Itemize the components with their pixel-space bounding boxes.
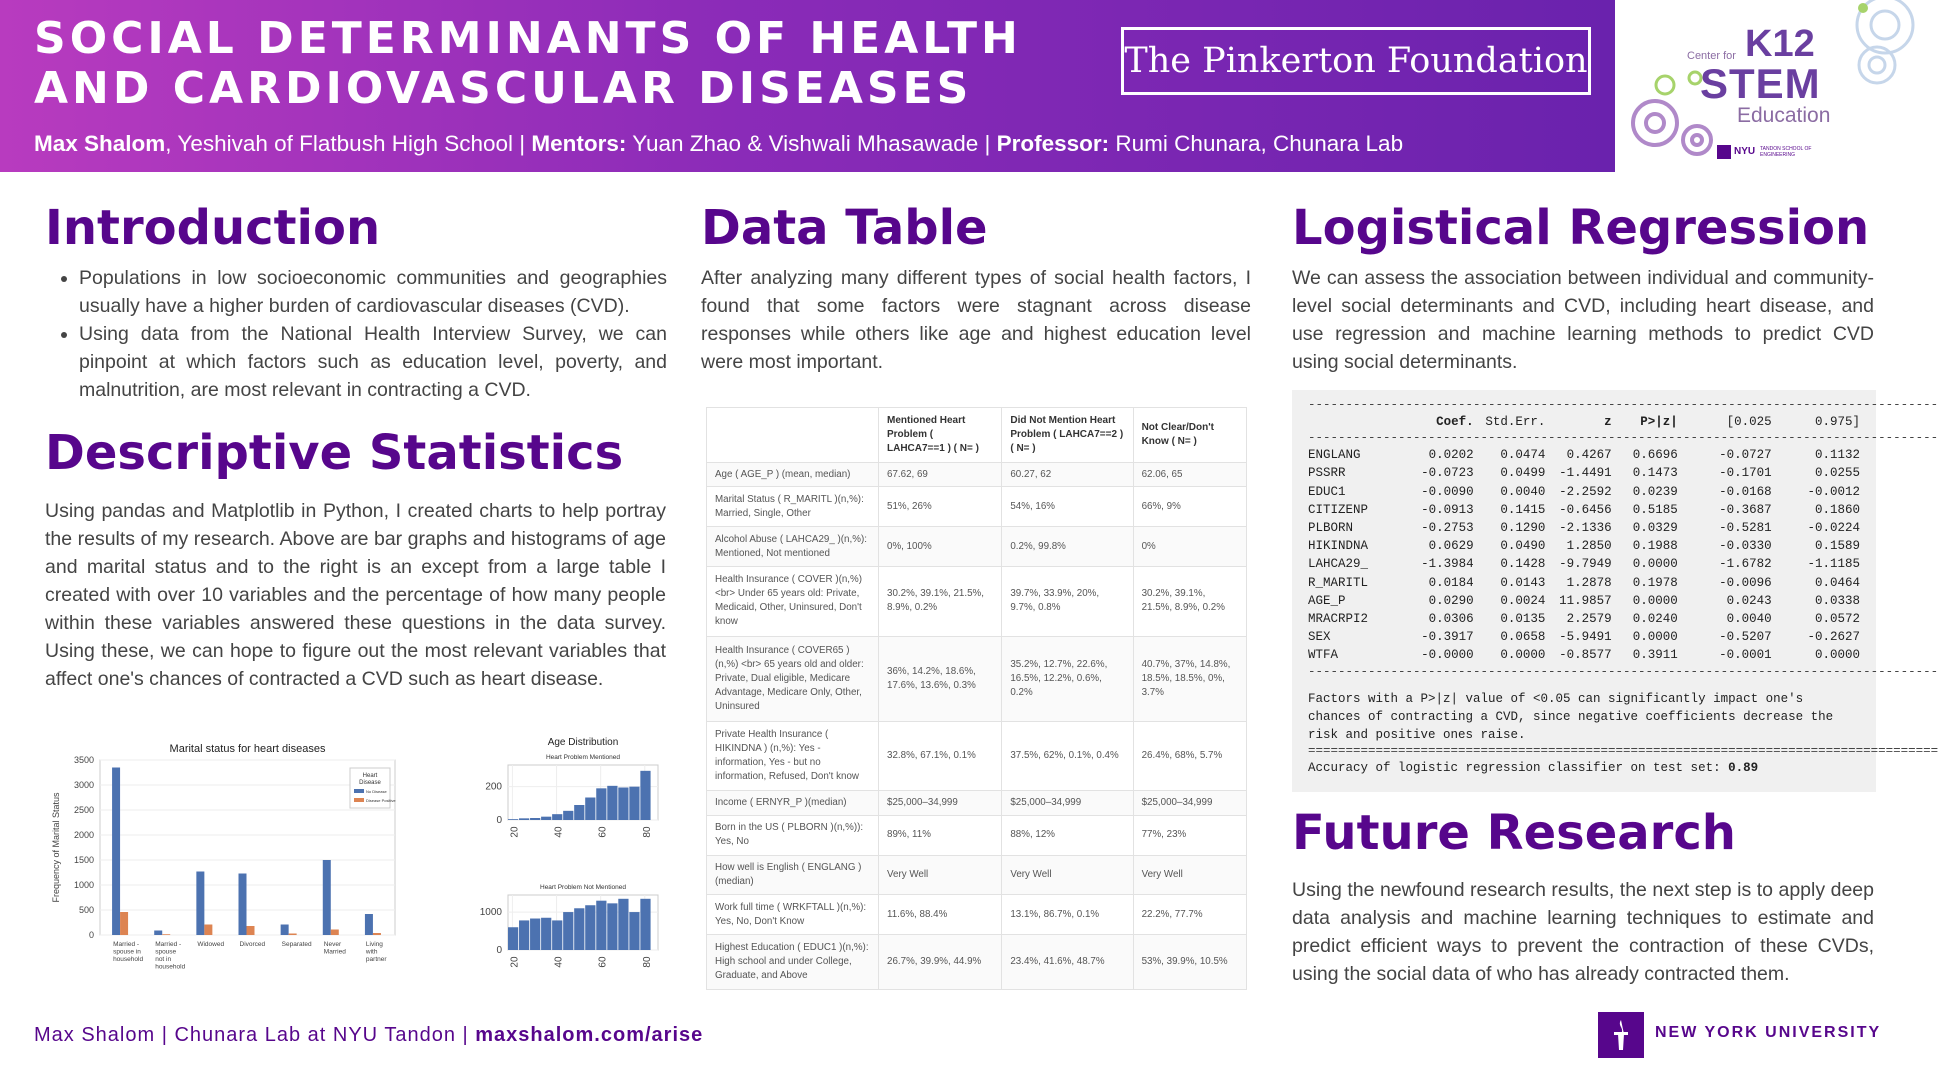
- regression-cell: 0.0239: [1632, 484, 1678, 499]
- table-cell: Work full time ( WRKFTALL )(n,%): Yes, No, Don't Know: [707, 895, 879, 935]
- regression-cell: -0.0913: [1421, 502, 1474, 517]
- regression-cell: -0.6456: [1559, 502, 1612, 517]
- regression-cell: -0.1701: [1719, 466, 1772, 481]
- regression-text: We can assess the association between individual and community-level social determinants and CVD, including heart disease, and use regression and machine learning methods to predict CVD using social determinants.: [1292, 267, 1874, 373]
- table-row: [707, 855, 1247, 895]
- histogram-bar: [563, 912, 573, 950]
- table-cell: 32.8%, 67.1%, 0.1%: [879, 721, 1002, 791]
- histogram-bar: [574, 908, 584, 950]
- table-cell: 51%, 26%: [879, 487, 1002, 527]
- regression-row: [1308, 519, 1860, 537]
- regression-cell: -1.4491: [1559, 466, 1612, 481]
- table-cell: 0%: [1133, 527, 1246, 567]
- dash-rule: ------------------------------------------------------------------------------------: [1308, 664, 1938, 679]
- regression-cell: 0.1428: [1500, 557, 1546, 572]
- regression-cell: -0.0001: [1719, 648, 1772, 663]
- histogram-bar: [618, 788, 628, 821]
- poster-title: SOCIAL DETERMINANTS OF HEALTH AND CARDIOVASCULAR DISEASES: [34, 13, 1022, 114]
- descriptive-text: Using pandas and Matplotlib in Python, I created charts to help portray the results of my research. Above are bar graphs and histograms of age and marital status and to the right is an except from a large table I created with over 10 variables and the percentage of how many people within these variables answered these questions in the data survey. Using these, we can hope to figure out the most relevant variables that affect one's chances of contracted a CVD such as heart disease.: [45, 500, 666, 690]
- chart-title: Age Distribution: [547, 737, 619, 748]
- table-cell: Very Well: [1133, 855, 1246, 895]
- regression-cell: 0.0464: [1814, 575, 1860, 590]
- histogram-bar: [563, 811, 573, 820]
- regression-cell: 2.2579: [1566, 612, 1612, 627]
- nyu-wordmark: NEW YORK UNIVERSITY: [1655, 1024, 1882, 1041]
- legend-title: Heart: [362, 773, 378, 779]
- regression-row: [1308, 574, 1860, 592]
- nyu-torch-logo: [1598, 1012, 1644, 1058]
- x-tick-label: Widowed: [197, 941, 225, 948]
- regression-cell: -0.0000: [1421, 648, 1474, 663]
- regression-cell: 11.9857: [1559, 593, 1612, 608]
- legend-label: No Disease: [366, 789, 387, 794]
- table-cell: 66%, 9%: [1133, 487, 1246, 527]
- table-row: [707, 462, 1247, 487]
- y-tick-label: 1000: [479, 907, 502, 919]
- x-tick-label: 80: [641, 956, 653, 968]
- histogram-bar: [552, 814, 562, 820]
- table-row: [707, 636, 1247, 721]
- regression-cell: 0.4267: [1566, 448, 1612, 463]
- data-table-text: After analyzing many different types of social health factors, I found that some factors were stagnant across disease responses while others like age and highest education level were most important.: [701, 267, 1251, 373]
- table-cell: Health Insurance ( COVER65 )(n,%) <br> 65 years old and older: Private, Dual eligible, Medicare Advantage, Medicare Only, Other, Uninsured: [707, 636, 879, 721]
- x-tick-label: 20: [509, 826, 521, 838]
- histogram-bar: [552, 920, 562, 950]
- regression-cell: -0.0727: [1719, 448, 1772, 463]
- mentors-label: Mentors:: [531, 131, 627, 156]
- regression-note: Factors with a P>|z| value of <0.05 can significantly impact one's chances of contracting a CVD, since negative coefficients decrease the risk and positive ones raise.: [1308, 691, 1834, 742]
- regression-cell: 0.0499: [1500, 466, 1546, 481]
- table-row: [707, 791, 1247, 816]
- regression-cell: 0.0306: [1428, 612, 1474, 627]
- regression-cell: MRACRPI2: [1308, 612, 1369, 627]
- regression-cell: 0.0024: [1500, 593, 1546, 608]
- histogram-bar: [585, 798, 595, 821]
- bar-disease-positive: [120, 912, 128, 935]
- table-cell: Very Well: [879, 855, 1002, 895]
- histogram-bar: [596, 901, 606, 950]
- regression-cell: 0.0135: [1500, 612, 1546, 627]
- regression-row: [1308, 610, 1860, 628]
- author-name: Max Shalom: [34, 131, 166, 156]
- table-cell: 53%, 39.9%, 10.5%: [1133, 935, 1246, 990]
- bar-no-disease: [365, 914, 373, 935]
- regression-cell: 0.1290: [1500, 521, 1546, 536]
- table-cell: 89%, 11%: [879, 815, 1002, 855]
- bar-no-disease: [154, 931, 162, 936]
- introduction-heading: Introduction: [45, 200, 381, 256]
- professor: Rumi Chunara, Chunara Lab: [1109, 131, 1404, 156]
- regression-cell: 0.0202: [1428, 448, 1474, 463]
- table-cell: Very Well: [1002, 855, 1133, 895]
- table-cell: 30.2%, 39.1%, 21.5%, 8.9%, 0.2%: [879, 566, 1002, 636]
- y-tick-label: 2000: [73, 830, 94, 840]
- stem-tandon-text: TANDON SCHOOL OF ENGINEERING: [1760, 146, 1812, 158]
- eq-rule: ====================================================================================: [1308, 743, 1938, 758]
- y-tick-label: 0: [88, 930, 94, 940]
- regression-cell: -9.7949: [1559, 557, 1612, 572]
- data-table-heading: Data Table: [701, 200, 988, 256]
- table-cell: Age ( AGE_P ) (mean, median): [707, 462, 879, 487]
- stem-education-text: Education: [1737, 104, 1831, 127]
- k12-stem-logo: [1615, 0, 1920, 172]
- regression-cell: 0.0143: [1500, 575, 1546, 590]
- x-tick-label: 40: [553, 956, 565, 968]
- footer: [34, 1024, 703, 1047]
- regression-cell: 0.0000: [1500, 648, 1546, 663]
- stem-nyu-text: NYU: [1734, 146, 1756, 157]
- histogram-bar: [519, 920, 529, 950]
- histogram-bar: [607, 903, 617, 950]
- x-tick-label: Divorced: [239, 941, 266, 948]
- x-tick-label: 40: [553, 826, 565, 838]
- regression-cell: 0.3911: [1632, 648, 1678, 663]
- regression-cell: 0.0240: [1632, 612, 1678, 627]
- y-tick-label: 1500: [73, 855, 94, 865]
- table-cell: $25,000–34,999: [1133, 791, 1246, 816]
- regression-cell: 0.0040: [1726, 612, 1772, 627]
- legend-swatch: [354, 789, 364, 793]
- legend-swatch: [354, 798, 364, 802]
- descriptive-heading: Descriptive Statistics: [45, 425, 624, 481]
- y-tick-label: 500: [78, 905, 94, 915]
- regression-cell: 1.2850: [1566, 539, 1612, 554]
- regression-cell: -0.2627: [1807, 630, 1860, 645]
- bar-no-disease: [112, 768, 120, 936]
- chart-subtitle: Heart Problem Mentioned: [545, 754, 621, 761]
- table-cell: 39.7%, 33.9%, 20%, 9.7%, 0.8%: [1002, 566, 1133, 636]
- regression-header-cell: Coef.: [1436, 415, 1474, 429]
- regression-cell: 0.0338: [1814, 593, 1860, 608]
- table-cell: 11.6%, 88.4%: [879, 895, 1002, 935]
- table-header-cell: Not Clear/Don't Know ( N= ): [1133, 408, 1246, 463]
- regression-cell: 0.0000: [1632, 557, 1678, 572]
- table-header-cell: Mentioned Heart Problem ( LAHCA7==1 ) ( N= ): [879, 408, 1002, 463]
- regression-header-cell: P>|z|: [1640, 415, 1678, 429]
- table-cell: 22.2%, 77.7%: [1133, 895, 1246, 935]
- table-cell: Highest Education ( EDUC1 )(n,%): High school and under College, Graduate, and Above: [707, 935, 879, 990]
- regression-cell: 0.1589: [1814, 539, 1860, 554]
- table-cell: 0.2%, 99.8%: [1002, 527, 1133, 567]
- regression-cell: 0.0474: [1500, 448, 1546, 463]
- mentors: Yuan Zhao & Vishwali Mhasawade |: [626, 131, 997, 156]
- x-tick-label: Married -spouse not in household: [155, 941, 186, 971]
- future-text: Using the newfound research results, the next step is to apply deep data analysis and machine learning techniques to estimate and predict efficient ways to prevent the contraction of these CVDs, using the social data of who has already contracted them.: [1292, 879, 1874, 985]
- regression-cell: WTFA: [1308, 648, 1339, 663]
- legend-title: Disease: [359, 780, 381, 786]
- regression-cell: -2.2592: [1559, 484, 1612, 499]
- y-tick-label: 0: [496, 945, 502, 956]
- regression-cell: 0.0629: [1428, 539, 1474, 554]
- table-cell: 40.7%, 37%, 14.8%, 18.5%, 18.5%, 0%, 3.7%: [1133, 636, 1246, 721]
- regression-cell: -0.3917: [1421, 630, 1474, 645]
- regression-header-cell: Std.Err.: [1485, 415, 1546, 429]
- table-cell: 0%, 100%: [879, 527, 1002, 567]
- regression-cell: -0.0012: [1807, 484, 1860, 499]
- x-tick-label: 60: [597, 956, 609, 968]
- table-cell: 30.2%, 39.1%, 21.5%, 8.9%, 0.2%: [1133, 566, 1246, 636]
- age-distribution-mentioned-chart: [470, 735, 675, 865]
- regression-cell: AGE_P: [1308, 593, 1346, 608]
- histogram-bar: [519, 818, 529, 820]
- regression-cell: 0.1132: [1814, 448, 1860, 463]
- age-distribution-not-mentioned-chart: [470, 880, 675, 990]
- y-tick-label: 1000: [73, 880, 94, 890]
- regression-cell: R_MARITL: [1308, 575, 1369, 590]
- regression-cell: 0.0000: [1632, 593, 1678, 608]
- header-banner: [0, 0, 1615, 172]
- table-cell: 26.4%, 68%, 5.7%: [1133, 721, 1246, 791]
- table-header-cell: [707, 408, 879, 463]
- y-tick-label: 0: [496, 815, 502, 826]
- regression-output: [1292, 390, 1938, 792]
- regression-cell: 0.0658: [1500, 630, 1546, 645]
- regression-header-cell: [0.025: [1726, 415, 1772, 429]
- y-axis-label: Frequency of Marital Status: [51, 792, 61, 903]
- histogram-bar: [508, 927, 518, 950]
- regression-cell: HIKINDNA: [1308, 539, 1369, 554]
- regression-cell: -1.1185: [1807, 557, 1860, 572]
- table-cell: 36%, 14.2%, 18.6%, 17.6%, 13.6%, 0.3%: [879, 636, 1002, 721]
- regression-cell: -0.3687: [1719, 502, 1772, 517]
- table-cell: 13.1%, 86.7%, 0.1%: [1002, 895, 1133, 935]
- regression-cell: -5.9491: [1559, 630, 1612, 645]
- regression-row: [1308, 628, 1860, 646]
- histogram-bar: [508, 819, 518, 820]
- regression-header-cell: 0.975]: [1814, 415, 1860, 429]
- bar-no-disease: [281, 925, 289, 936]
- regression-cell: 0.0000: [1814, 648, 1860, 663]
- intro-bullet: • Using data from the National Health Interview Survey, we can pinpoint at which factors such as education level, poverty, and malnutrition, are most relevant in contracting a CVD.: [79, 320, 667, 404]
- regression-cell: PLBORN: [1308, 521, 1354, 536]
- table-row: [707, 895, 1247, 935]
- x-tick-label: Married -spouse in household: [113, 941, 144, 963]
- dash-rule: ------------------------------------------------------------------------------------: [1308, 398, 1938, 412]
- regression-row: [1308, 555, 1860, 573]
- regression-header: [1308, 413, 1860, 431]
- x-tick-label: Separated: [281, 941, 312, 948]
- regression-cell: -0.0330: [1719, 539, 1772, 554]
- author-school: , Yeshivah of Flatbush High School |: [165, 131, 532, 156]
- regression-cell: -0.0723: [1421, 466, 1474, 481]
- dash-rule: ------------------------------------------------------------------------------------: [1308, 431, 1938, 446]
- table-cell: 67.62, 69: [879, 462, 1002, 487]
- histogram-bar: [607, 786, 617, 820]
- histogram-bar: [530, 818, 540, 820]
- table-cell: 54%, 16%: [1002, 487, 1133, 527]
- table-cell: Born in the US ( PLBORN )(n,%)): Yes, No: [707, 815, 879, 855]
- x-tick-label: Living with partner: [365, 941, 387, 963]
- regression-cell: ENGLANG: [1308, 448, 1361, 463]
- x-tick-label: Never Married: [323, 941, 346, 956]
- table-cell: Income ( ERNYR_P )(median): [707, 791, 879, 816]
- regression-cell: 0.0000: [1632, 630, 1678, 645]
- regression-row: [1308, 646, 1860, 664]
- pinkerton-logo: The Pinkerton Foundation: [1121, 27, 1591, 95]
- bar-disease-positive: [289, 934, 297, 936]
- histogram-bar: [530, 919, 540, 950]
- regression-cell: PSSRR: [1308, 466, 1346, 481]
- regression-cell: -0.0224: [1807, 521, 1860, 536]
- table-row: [707, 566, 1247, 636]
- table-cell: $25,000–34,999: [1002, 791, 1133, 816]
- regression-table: [1308, 446, 1860, 664]
- bar-disease-positive: [373, 933, 381, 935]
- regression-cell: 0.6696: [1632, 448, 1678, 463]
- histogram-bar: [629, 912, 639, 950]
- table-cell: 77%, 23%: [1133, 815, 1246, 855]
- regression-cell: 0.0290: [1428, 593, 1474, 608]
- accuracy-value: 0.89: [1728, 760, 1759, 775]
- regression-cell: 0.1473: [1632, 466, 1678, 481]
- regression-cell: 0.1978: [1632, 575, 1678, 590]
- regression-cell: -0.5207: [1719, 630, 1772, 645]
- x-tick-label: 80: [641, 826, 653, 838]
- introduction-bullets: [55, 264, 667, 404]
- bar-disease-positive: [247, 926, 255, 935]
- table-row: [707, 815, 1247, 855]
- table-cell: 60.27, 62: [1002, 462, 1133, 487]
- professor-label: Professor:: [996, 131, 1110, 156]
- table-cell: 26.7%, 39.9%, 44.9%: [879, 935, 1002, 990]
- regression-cell: -0.2753: [1421, 521, 1474, 536]
- histogram-bar: [629, 787, 639, 820]
- regression-cell: -0.0096: [1719, 575, 1772, 590]
- histogram-bar: [585, 905, 595, 950]
- regression-heading: Logistical Regression: [1292, 200, 1870, 256]
- regression-cell: 0.0329: [1632, 521, 1678, 536]
- table-row: [707, 527, 1247, 567]
- table-cell: 37.5%, 62%, 0.1%, 0.4%: [1002, 721, 1133, 791]
- bar-no-disease: [196, 872, 204, 936]
- table-row: [707, 935, 1247, 990]
- histogram-bar: [596, 788, 606, 820]
- intro-bullet: • Populations in low socioeconomic communities and geographies usually have a higher burden of cardiovascular diseases (CVD).: [79, 264, 667, 320]
- data-table: [706, 407, 1247, 990]
- y-tick-label: 2500: [73, 805, 94, 815]
- regression-cell: 1.2878: [1566, 575, 1612, 590]
- x-tick-label: 20: [509, 956, 521, 968]
- histogram-bar: [640, 771, 650, 820]
- table-header-row: [707, 408, 1247, 463]
- table-cell: 35.2%, 12.7%, 22.6%, 16.5%, 12.2%, 0.6%, 0.2%: [1002, 636, 1133, 721]
- stem-center-text: Center for: [1687, 50, 1736, 62]
- x-tick-label: 60: [597, 826, 609, 838]
- regression-cell: 0.0255: [1814, 466, 1860, 481]
- table-cell: Alcohol Abuse ( LAHCA29_ )(n,%): Mentioned, Not mentioned: [707, 527, 879, 567]
- regression-cell: CITIZENP: [1308, 502, 1369, 517]
- histogram-bar: [640, 899, 650, 950]
- table-cell: Marital Status ( R_MARITL )(n,%): Married, Single, Other: [707, 487, 879, 527]
- bar-disease-positive: [162, 934, 170, 935]
- regression-row: [1308, 464, 1860, 482]
- regression-cell: 0.1415: [1500, 502, 1546, 517]
- table-cell: 23.4%, 41.6%, 48.7%: [1002, 935, 1133, 990]
- y-tick-label: 3500: [73, 755, 94, 765]
- regression-row: [1308, 537, 1860, 555]
- regression-header-row: [1308, 413, 1860, 431]
- bar-no-disease: [239, 874, 247, 936]
- histogram-bar: [618, 899, 628, 950]
- regression-cell: -0.5281: [1719, 521, 1772, 536]
- stem-k12-text: K12: [1745, 23, 1815, 65]
- regression-row: [1308, 501, 1860, 519]
- table-cell: 88%, 12%: [1002, 815, 1133, 855]
- regression-cell: 0.1860: [1814, 502, 1860, 517]
- bar-disease-positive: [331, 930, 339, 936]
- regression-cell: -1.6782: [1719, 557, 1772, 572]
- histogram-bar: [541, 918, 551, 950]
- author-line: [34, 131, 1403, 157]
- chart-title: Marital status for heart diseases: [169, 743, 326, 755]
- regression-cell: SEX: [1308, 630, 1331, 645]
- marital-status-chart: [45, 735, 405, 995]
- histogram-bar: [541, 817, 551, 820]
- table-cell: Health Insurance ( COVER )(n,%) <br> Under 65 years old: Private, Medicaid, Other, Uninsured, Don't know: [707, 566, 879, 636]
- table-header-cell: Did Not Mention Heart Problem ( LAHCA7==2 ) ( N= ): [1002, 408, 1133, 463]
- regression-cell: 0.0490: [1500, 539, 1546, 554]
- regression-row: [1308, 483, 1860, 501]
- footer-link[interactable]: maxshalom.com/arise: [475, 1024, 704, 1046]
- bar-disease-positive: [204, 925, 212, 936]
- regression-cell: 0.0243: [1726, 593, 1772, 608]
- chart-subtitle: Heart Problem Not Mentioned: [540, 884, 626, 891]
- regression-cell: LAHCA29_: [1308, 557, 1369, 572]
- stem-stem-text: STEM: [1700, 60, 1821, 107]
- regression-cell: 0.1988: [1632, 539, 1678, 554]
- regression-cell: -2.1336: [1559, 521, 1612, 536]
- y-tick-label: 3000: [73, 780, 94, 790]
- regression-cell: EDUC1: [1308, 484, 1346, 499]
- regression-cell: -0.8577: [1559, 648, 1612, 663]
- regression-header-cell: z: [1604, 415, 1612, 429]
- table-row: [707, 487, 1247, 527]
- regression-cell: -0.0090: [1421, 484, 1474, 499]
- table-cell: 62.06, 65: [1133, 462, 1246, 487]
- regression-row: [1308, 592, 1860, 610]
- nyu-mini-logo: [1717, 145, 1731, 159]
- future-heading: Future Research: [1292, 805, 1736, 861]
- regression-cell: 0.0040: [1500, 484, 1546, 499]
- bar-no-disease: [323, 860, 331, 935]
- regression-header-cell: [1308, 413, 1413, 431]
- table-row: [707, 721, 1247, 791]
- accuracy-label: Accuracy of logistic regression classifier on test set:: [1308, 760, 1729, 775]
- regression-cell: -1.3984: [1421, 557, 1474, 572]
- torch-icon: [1598, 1012, 1644, 1058]
- table-cell: How well is English ( ENGLANG )(median): [707, 855, 879, 895]
- regression-cell: 0.0184: [1428, 575, 1474, 590]
- regression-cell: -0.0168: [1719, 484, 1772, 499]
- accuracy-line: [1308, 759, 1860, 777]
- table-cell: Private Health Insurance ( HIKINDNA ) (n,%): Yes - information, Yes - but no information, Refused, Don't know: [707, 721, 879, 791]
- y-tick-label: 200: [485, 781, 502, 793]
- legend-label: Disease Positive: [366, 798, 396, 803]
- table-cell: $25,000–34,999: [879, 791, 1002, 816]
- footer-text: Max Shalom | Chunara Lab at NYU Tandon |: [34, 1024, 476, 1046]
- histogram-bar: [574, 805, 584, 820]
- regression-cell: 0.5185: [1632, 502, 1678, 517]
- regression-row: [1308, 446, 1860, 464]
- regression-cell: 0.0572: [1814, 612, 1860, 627]
